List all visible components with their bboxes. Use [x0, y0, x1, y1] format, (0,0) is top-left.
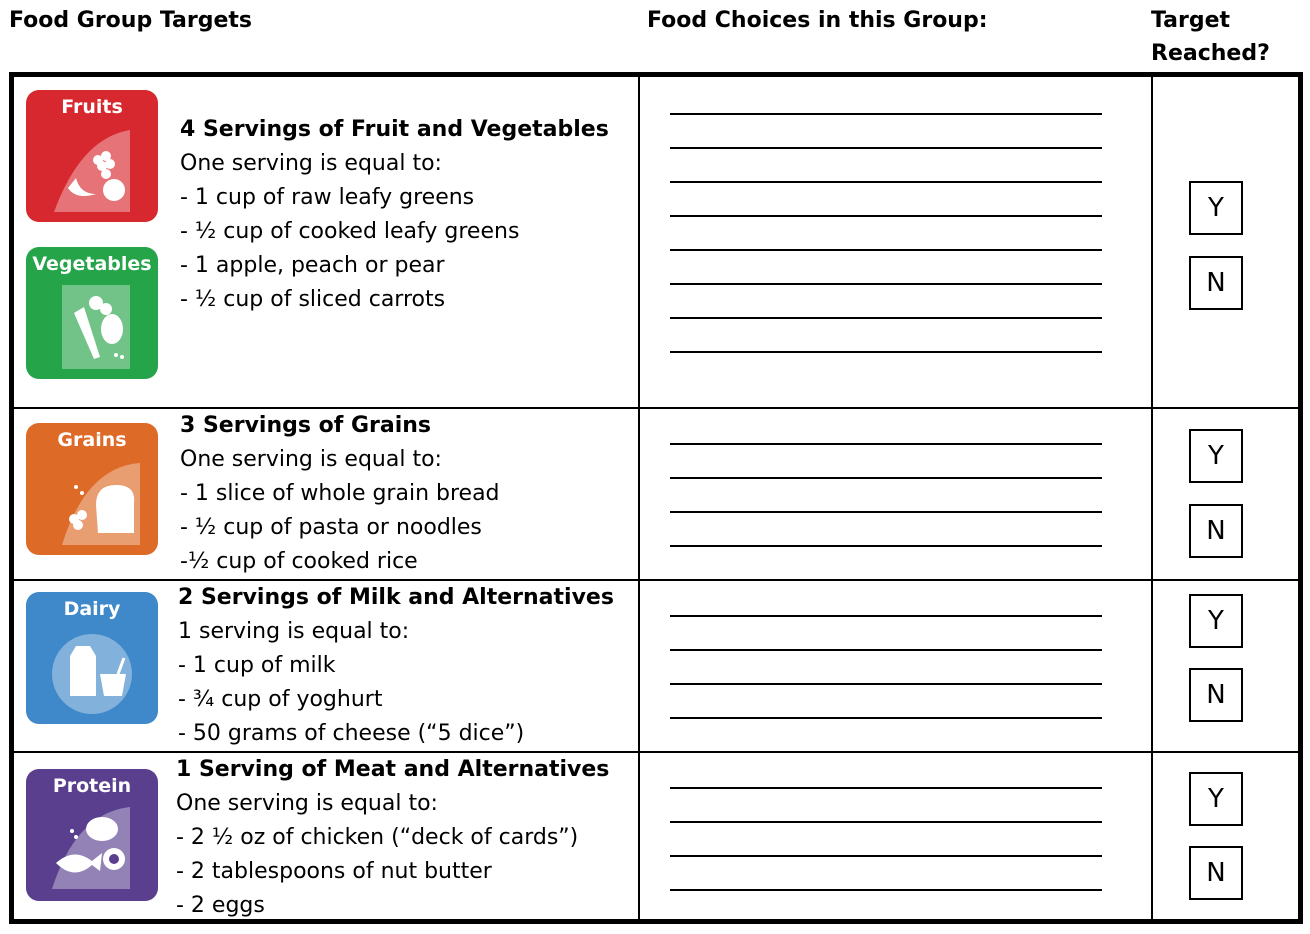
food-choice-lines[interactable] [670, 443, 1102, 579]
header-food-group-targets: Food Group Targets [9, 8, 253, 33]
food-choice-lines[interactable] [670, 615, 1102, 751]
row-title: 2 Servings of Milk and Alternatives [178, 585, 614, 610]
row-title: 1 Serving of Meat and Alternatives [176, 757, 610, 782]
table-row-protein [14, 753, 1298, 919]
row-title: 3 Servings of Grains [180, 413, 432, 438]
write-line[interactable] [670, 683, 1102, 685]
serving-intro: 1 serving is equal to: [178, 619, 410, 644]
fruit-veg-description [180, 113, 609, 317]
serving-intro: One serving is equal to: [176, 791, 438, 816]
write-line[interactable] [670, 477, 1102, 479]
write-line[interactable] [670, 317, 1102, 319]
serving-item: - 2 eggs [176, 893, 265, 918]
write-line[interactable] [670, 249, 1102, 251]
header-target-reached: Target Reached? [1151, 8, 1270, 66]
serving-intro: One serving is equal to: [180, 151, 442, 176]
serving-item: -½ cup of cooked rice [180, 549, 418, 574]
food-choice-lines[interactable] [670, 113, 1102, 385]
grains-label: Grains [57, 429, 127, 451]
write-line[interactable] [670, 649, 1102, 651]
yes-box[interactable]: Y [1189, 181, 1243, 235]
serving-item: - 1 cup of milk [178, 653, 336, 678]
vegetables-icon [26, 247, 158, 379]
dairy-description [178, 581, 614, 751]
write-line[interactable] [670, 855, 1102, 857]
row-title: 4 Servings of Fruit and Vegetables [180, 117, 609, 142]
fruits-label: Fruits [61, 96, 123, 118]
write-line[interactable] [670, 443, 1102, 445]
write-line[interactable] [670, 351, 1102, 353]
dairy-icon [26, 592, 158, 724]
food-group-table [9, 72, 1303, 924]
protein-label: Protein [52, 775, 132, 797]
yes-box[interactable]: Y [1189, 429, 1243, 483]
no-box[interactable]: N [1189, 256, 1243, 310]
serving-intro: One serving is equal to: [180, 447, 442, 472]
write-line[interactable] [670, 787, 1102, 789]
serving-item: - ½ cup of pasta or noodles [180, 515, 482, 540]
serving-item: - 50 grams of cheese (“5 dice”) [178, 721, 525, 746]
write-line[interactable] [670, 821, 1102, 823]
no-box[interactable]: N [1189, 846, 1243, 900]
serving-item: - ½ cup of cooked leafy greens [180, 219, 520, 244]
grains-icon [26, 423, 158, 555]
food-choice-lines[interactable] [670, 787, 1102, 923]
serving-item: - 2 tablespoons of nut butter [176, 859, 492, 884]
serving-item: - 1 cup of raw leafy greens [180, 185, 475, 210]
vegetables-label: Vegetables [32, 253, 152, 275]
dairy-label: Dairy [63, 598, 121, 620]
table-row-fruit-vegetables [14, 77, 1298, 407]
fruits-icon [26, 90, 158, 222]
table-row-dairy [14, 581, 1298, 751]
serving-item: - 2 ½ oz of chicken (“deck of cards”) [176, 825, 579, 850]
table-row-grains [14, 409, 1298, 579]
yes-box[interactable]: Y [1189, 594, 1243, 648]
write-line[interactable] [670, 511, 1102, 513]
serving-item: - 1 apple, peach or pear [180, 253, 445, 278]
header-food-choices: Food Choices in this Group: [647, 8, 988, 33]
write-line[interactable] [670, 717, 1102, 719]
write-line[interactable] [670, 147, 1102, 149]
write-line[interactable] [670, 181, 1102, 183]
yes-box[interactable]: Y [1189, 772, 1243, 826]
write-line[interactable] [670, 545, 1102, 547]
protein-description [176, 753, 609, 923]
no-box[interactable]: N [1189, 668, 1243, 722]
write-line[interactable] [670, 283, 1102, 285]
serving-item: - 1 slice of whole grain bread [180, 481, 500, 506]
write-line[interactable] [670, 113, 1102, 115]
write-line[interactable] [670, 889, 1102, 891]
grains-description [180, 409, 500, 579]
protein-icon [26, 769, 158, 901]
serving-item: - ½ cup of sliced carrots [180, 287, 446, 312]
serving-item: - ¾ cup of yoghurt [178, 687, 383, 712]
write-line[interactable] [670, 615, 1102, 617]
no-box[interactable]: N [1189, 504, 1243, 558]
write-line[interactable] [670, 215, 1102, 217]
